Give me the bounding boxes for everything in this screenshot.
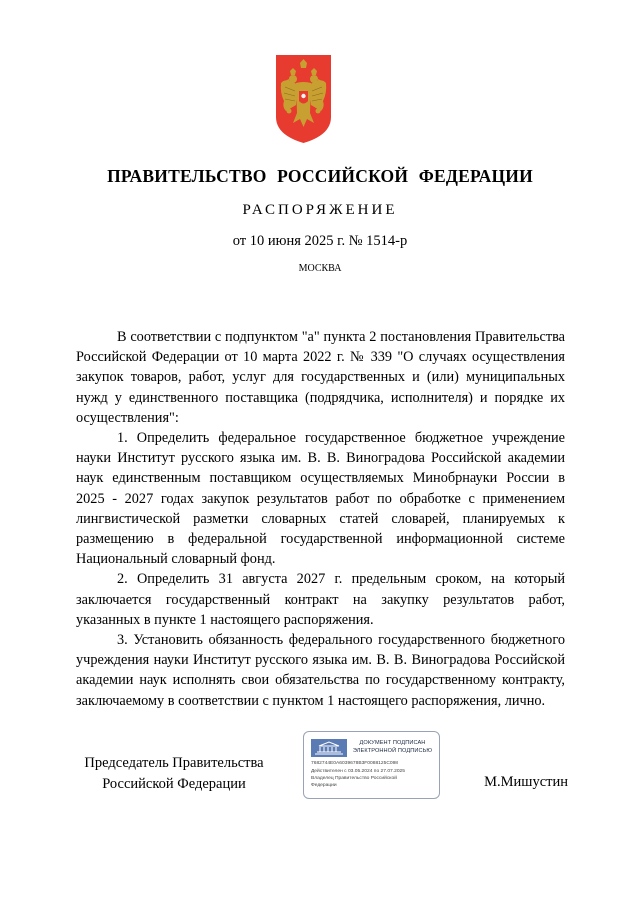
- electronic-signature-stamp: [303, 731, 440, 799]
- government-title: ПРАВИТЕЛЬСТВО РОССИЙСКОЙ ФЕДЕРАЦИИ: [107, 166, 533, 186]
- government-building-icon: [311, 739, 347, 757]
- coat-of-arms-emblem: [276, 55, 331, 143]
- stamp-validity: Действителен с 03.05.2024 по 27.07.2025: [311, 769, 405, 774]
- stamp-certificate: 7682744E0A6039678B3F0088125C098: [311, 761, 399, 766]
- stamp-title: ДОКУМЕНТ ПОДПИСАН ЭЛЕКТРОННОЙ ПОДПИСЬЮ: [352, 740, 433, 754]
- stamp-owner-line-2: Федерации: [311, 783, 337, 788]
- signatory-position: [76, 753, 272, 795]
- position-line-1: Председатель Правительства: [84, 755, 264, 771]
- stamp-owner-line-1: Владелец Правительство Российской: [311, 776, 397, 781]
- position-line-2: Российской Федерации: [102, 776, 246, 792]
- document-type: РАСПОРЯЖЕНИЕ: [242, 202, 398, 218]
- clause-3-paragraph: 3. Установить обязанность федерального государственного бюджетного учреждения науки Институт русского языка им. В. В. Виноградова Российской академии наук исполнять свои обязательства по государственному контракту, заключаемому в соответствии с пунктом 1 настоящего распоряжения, лично.: [76, 632, 565, 709]
- double-headed-eagle-icon: [276, 55, 331, 143]
- document-body: [76, 327, 565, 711]
- document-date-number: от 10 июня 2025 г. № 1514-р: [232, 233, 408, 249]
- clause-1-paragraph: 1. Определить федеральное государственное бюджетное учреждение науки Институт русского языка им. В. В. Виноградова Российской академии наук единственным поставщиком осуществляемых Минобрнауки России в 2025 - 2027 годах закупок результатов работ по обработке с применением лингвистической разметки словарных статей словарей, планируемых к размещению в федеральной государственной информационной системе Национальный словарный фонд.: [76, 430, 565, 568]
- clause-2-paragraph: 2. Определить 31 августа 2027 г. предельным сроком, на который заключается государственный контракт на закупку результатов работ, указанных в пункте 1 настоящего распоряжения.: [76, 571, 565, 628]
- preamble-paragraph: В соответствии с подпунктом "а" пункта 2 постановления Правительства Российской Федерации от 10 марта 2022 г. № 339 "О случаях осуществления закупок товаров, работ, услуг для государственных и (или) муниципальных нужд у единственного поставщика (подрядчика, исполнителя) и порядке их осуществления":: [76, 329, 565, 426]
- document-city: МОСКВА: [298, 263, 342, 274]
- signatory-name: М.Мишустин: [484, 774, 568, 790]
